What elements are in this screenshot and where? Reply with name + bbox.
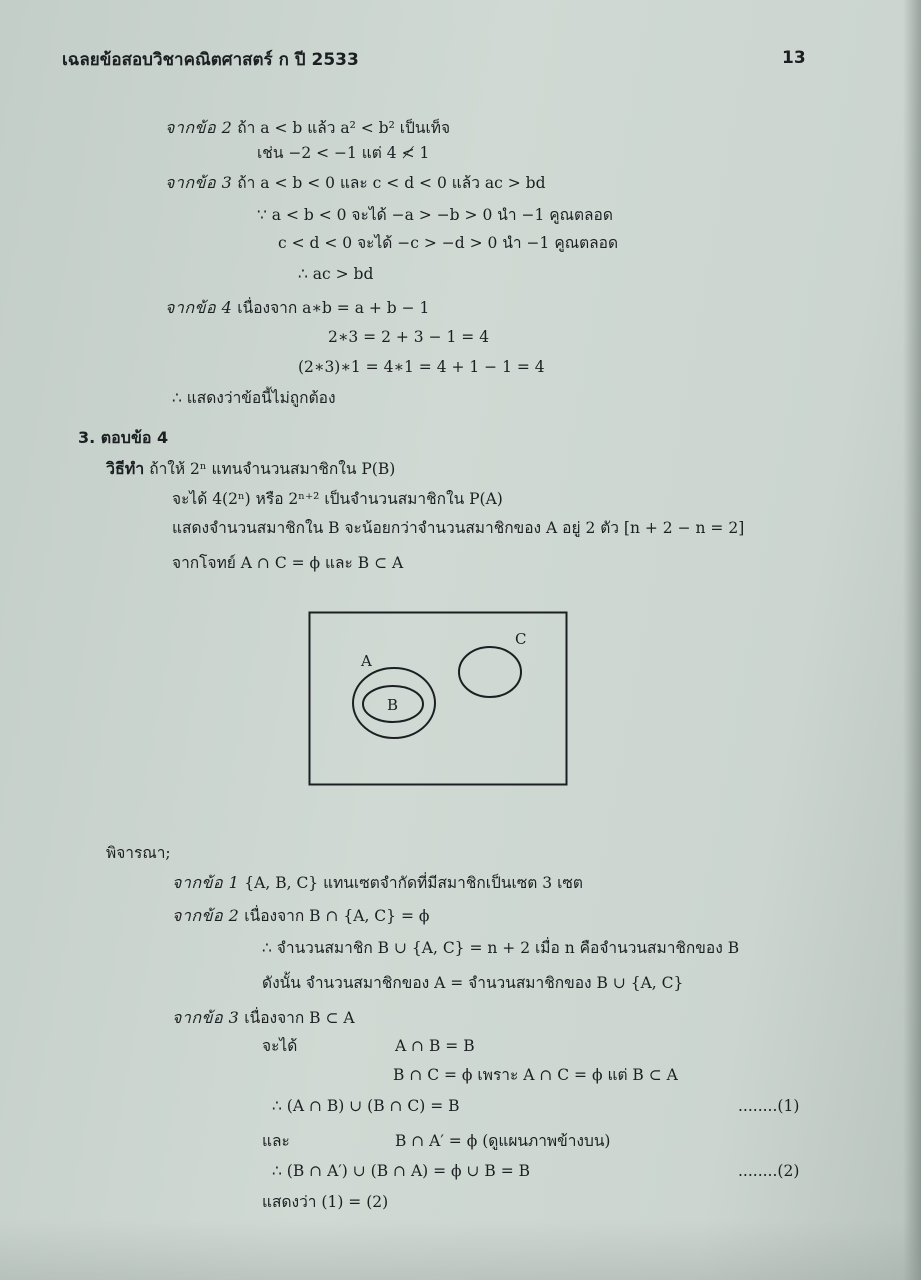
method-row [106, 459, 395, 479]
item4-conclusion: ∴ แสดงว่าข้อนี้ไม่ถูกต้อง [172, 389, 336, 407]
item3-line2: c < d < 0 จะได้ −c > −d > 0 นำ −1 คูณตลอด [278, 234, 619, 252]
consider-item1-label: จากข้อ 1 [172, 873, 240, 892]
page-shadow-bottom [0, 1220, 921, 1280]
item2-text: ถ้า a < b แล้ว a² < b² เป็นเท็จ [237, 119, 451, 137]
item2-row [165, 118, 450, 138]
consider-item3-label: จากข้อ 3 [172, 1008, 240, 1027]
item3-text: ถ้า a < b < 0 และ c < d < 0 แล้ว ac > bd [237, 174, 546, 192]
item2-label: จากข้อ 2 [165, 118, 233, 137]
question3-line2: จะได้ 4(2ⁿ) หรือ 2ⁿ⁺² เป็นจำนวนสมาชิกใน P(A) [172, 490, 503, 508]
consider-final: แสดงว่า (1) = (2) [262, 1193, 389, 1211]
method-label: วิธีทำ [106, 459, 145, 478]
page-header-title: เฉลยข้อสอบวิชาคณิตศาสตร์ ก ปี 2533 [62, 50, 359, 70]
question3-line1: ถ้าให้ 2ⁿ แทนจำนวนสมาชิกใน P(B) [149, 460, 396, 478]
item4-line3: (2∗3)∗1 = 4∗1 = 4 + 1 − 1 = 4 [298, 358, 545, 376]
question3-line4: จากโจทย์ A ∩ C = ϕ และ B ⊂ A [172, 554, 404, 572]
page-shadow-right [903, 0, 921, 1280]
item3-row [165, 173, 546, 193]
question3-heading: 3. ตอบข้อ 4 [78, 428, 169, 447]
consider-ref1: ........(1) [738, 1097, 800, 1115]
consider-item2-text: เนื่องจาก B ∩ {A, C} = ϕ [244, 907, 430, 925]
consider-jadai-row [262, 1036, 475, 1056]
page-number: 13 [782, 48, 806, 68]
item4-line2: 2∗3 = 2 + 3 − 1 = 4 [328, 328, 490, 346]
item3-line1: ∵ a < b < 0 จะได้ −a > −b > 0 นำ −1 คูณตลอด [257, 206, 613, 224]
consider-item1-text: {A, B, C} แทนเซตจำกัดที่มีสมาชิกเป็นเซต 3 เซต [244, 874, 583, 892]
venn-set-c [459, 647, 521, 697]
venn-label-a: A [361, 652, 372, 670]
venn-diagram [308, 611, 570, 787]
question3-line3: แสดงจำนวนสมาชิกใน B จะน้อยกว่าจำนวนสมาชิกของ A อยู่ 2 ตัว [n + 2 − n = 2] [172, 519, 745, 537]
item4-row [165, 298, 429, 318]
item3-conclusion: ∴ ac > bd [298, 265, 374, 283]
consider-ref2: ........(2) [738, 1162, 800, 1180]
consider-and-row [262, 1131, 610, 1151]
venn-universe-rect [310, 613, 567, 785]
consider-item2-line3: ดังนั้น จำนวนสมาชิกของ A = จำนวนสมาชิกของ B ∪ {A, C} [262, 974, 684, 992]
consider-item3-row [172, 1008, 355, 1028]
item4-line1: เนื่องจาก a∗b = a + b − 1 [237, 299, 430, 317]
item3-label: จากข้อ 3 [165, 173, 233, 192]
venn-label-c: C [515, 630, 527, 648]
consider-eq1: A ∩ B = B [394, 1037, 475, 1055]
consider-item3-text: เนื่องจาก B ⊂ A [244, 1009, 355, 1027]
consider-item2-row [172, 906, 429, 926]
consider-eq4: B ∩ A′ = ϕ (ดูแผนภาพข้างบน) [394, 1132, 611, 1150]
consider-item1-row [172, 873, 583, 893]
consider-jadai: จะได้ [262, 1037, 298, 1055]
venn-label-b: B [387, 696, 399, 714]
consider-heading: พิจารณา; [106, 844, 171, 862]
consider-and: และ [262, 1132, 290, 1150]
consider-eq2: B ∩ C = ϕ เพราะ A ∩ C = ϕ แต่ B ⊂ A [393, 1066, 678, 1084]
consider-item2-line2: ∴ จำนวนสมาชิก B ∪ {A, C} = n + 2 เมื่อ n คือจำนวนสมาชิกของ B [262, 939, 740, 957]
consider-eq3: ∴ (A ∩ B) ∪ (B ∩ C) = B [272, 1097, 460, 1115]
item4-label: จากข้อ 4 [165, 298, 233, 317]
item2-example: เช่น −2 < −1 แต่ 4 ≮ 1 [257, 144, 430, 162]
consider-eq5: ∴ (B ∩ A′) ∪ (B ∩ A) = ϕ ∪ B = B [272, 1162, 531, 1180]
consider-item2-label: จากข้อ 2 [172, 906, 240, 925]
